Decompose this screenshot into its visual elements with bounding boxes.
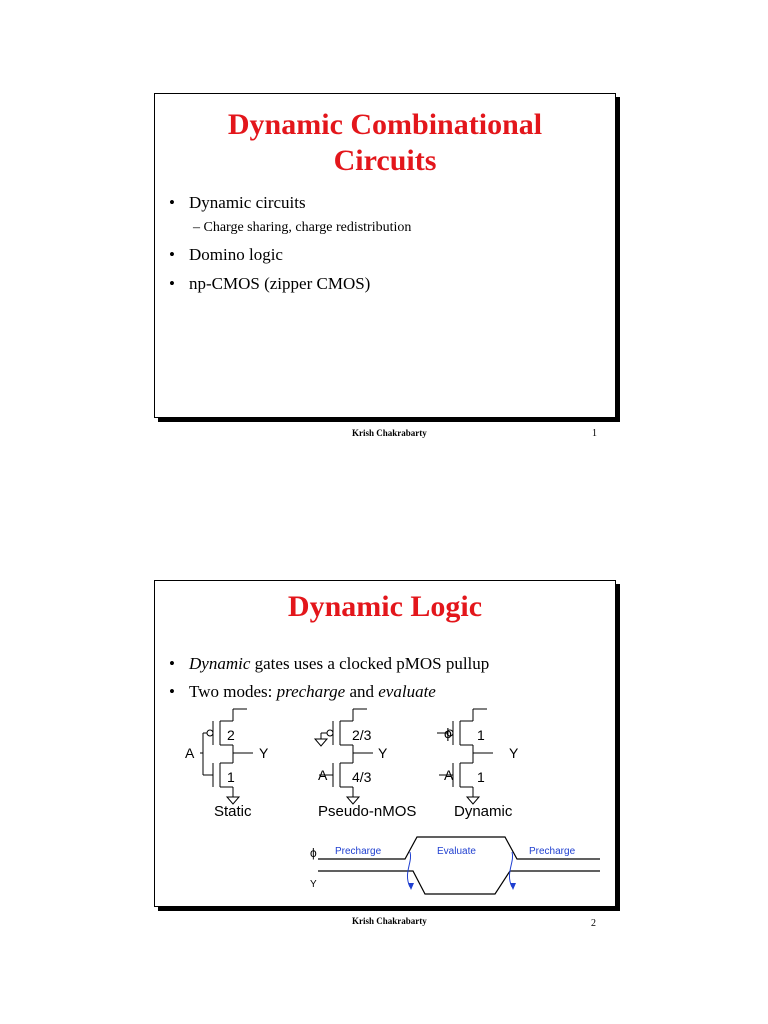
bullet-text: gates uses a clocked pMOS pullup — [250, 654, 490, 673]
subbullet-text: Charge sharing, charge redistribution — [203, 220, 412, 235]
static-inverter-schematic — [200, 709, 253, 804]
pseudo-top-size: 2/3 — [352, 727, 372, 743]
bullet-np-cmos: • np-CMOS (zipper CMOS) — [169, 274, 371, 293]
timing-phase-precharge-2: Precharge — [529, 846, 576, 857]
dynamic-input-label: A — [444, 767, 454, 783]
bullet-italic-evaluate: evaluate — [378, 682, 436, 701]
bullet-dynamic-gates: • Dynamic gates uses a clocked pMOS pullup — [169, 654, 490, 673]
bullet-text: np-CMOS (zipper CMOS) — [189, 274, 371, 293]
bullet-text: Two modes: — [189, 682, 277, 701]
slide-1-title-line-1: Dynamic Combinational — [227, 108, 543, 141]
static-output-label: Y — [259, 745, 269, 761]
timing-phase-evaluate: Evaluate — [437, 846, 476, 857]
timing-phase-precharge-1: Precharge — [335, 846, 382, 857]
dynamic-gate-schematic — [437, 709, 493, 804]
static-bottom-size: 1 — [227, 769, 235, 785]
slide-2-footer: Krish Chakrabarty — [352, 916, 427, 926]
bullet-text: Domino logic — [189, 245, 283, 264]
pseudo-input-label: A — [318, 767, 328, 783]
bullet-italic-precharge: precharge — [276, 682, 346, 701]
dynamic-clock-label: ϕ — [444, 725, 452, 741]
bullet-text: Dynamic circuits — [189, 193, 306, 212]
timing-diagram — [310, 837, 600, 894]
circuit-diagrams — [155, 697, 615, 907]
slide-1-title-line-2: Circuits — [333, 144, 437, 177]
slide-2 — [154, 580, 616, 907]
slide-2-title: Dynamic Logic — [287, 590, 483, 623]
timing-output-label: Y — [310, 879, 317, 890]
bullet-italic: Dynamic — [189, 654, 251, 673]
bullet-text-and: and — [345, 682, 379, 701]
static-input-label: A — [185, 745, 195, 761]
pseudo-bottom-size: 4/3 — [352, 769, 372, 785]
static-caption: Static — [214, 803, 252, 820]
bullet-domino-logic: • Domino logic — [169, 245, 283, 264]
bullet-dynamic-circuits: • Dynamic circuits — [169, 193, 306, 212]
dynamic-bottom-size: 1 — [477, 769, 485, 785]
dynamic-output-label: Y — [509, 745, 519, 761]
bullet-two-modes: • Two modes: precharge and evaluate — [169, 682, 436, 701]
pseudo-nmos-schematic — [315, 709, 373, 804]
pseudo-output-label: Y — [378, 745, 388, 761]
slide-1 — [154, 93, 616, 418]
slide-1-footer: Krish Chakrabarty — [352, 428, 427, 438]
dynamic-caption: Dynamic — [454, 803, 513, 820]
pseudo-caption: Pseudo-nMOS — [318, 803, 417, 820]
slide-2-page-number: 2 — [591, 918, 596, 929]
subbullet-charge-sharing: – Charge sharing, charge redistribution — [193, 220, 412, 235]
slide-1-page-number: 1 — [592, 428, 597, 439]
dynamic-top-size: 1 — [477, 727, 485, 743]
static-top-size: 2 — [227, 727, 235, 743]
timing-clock-label: ϕ — [310, 846, 317, 860]
